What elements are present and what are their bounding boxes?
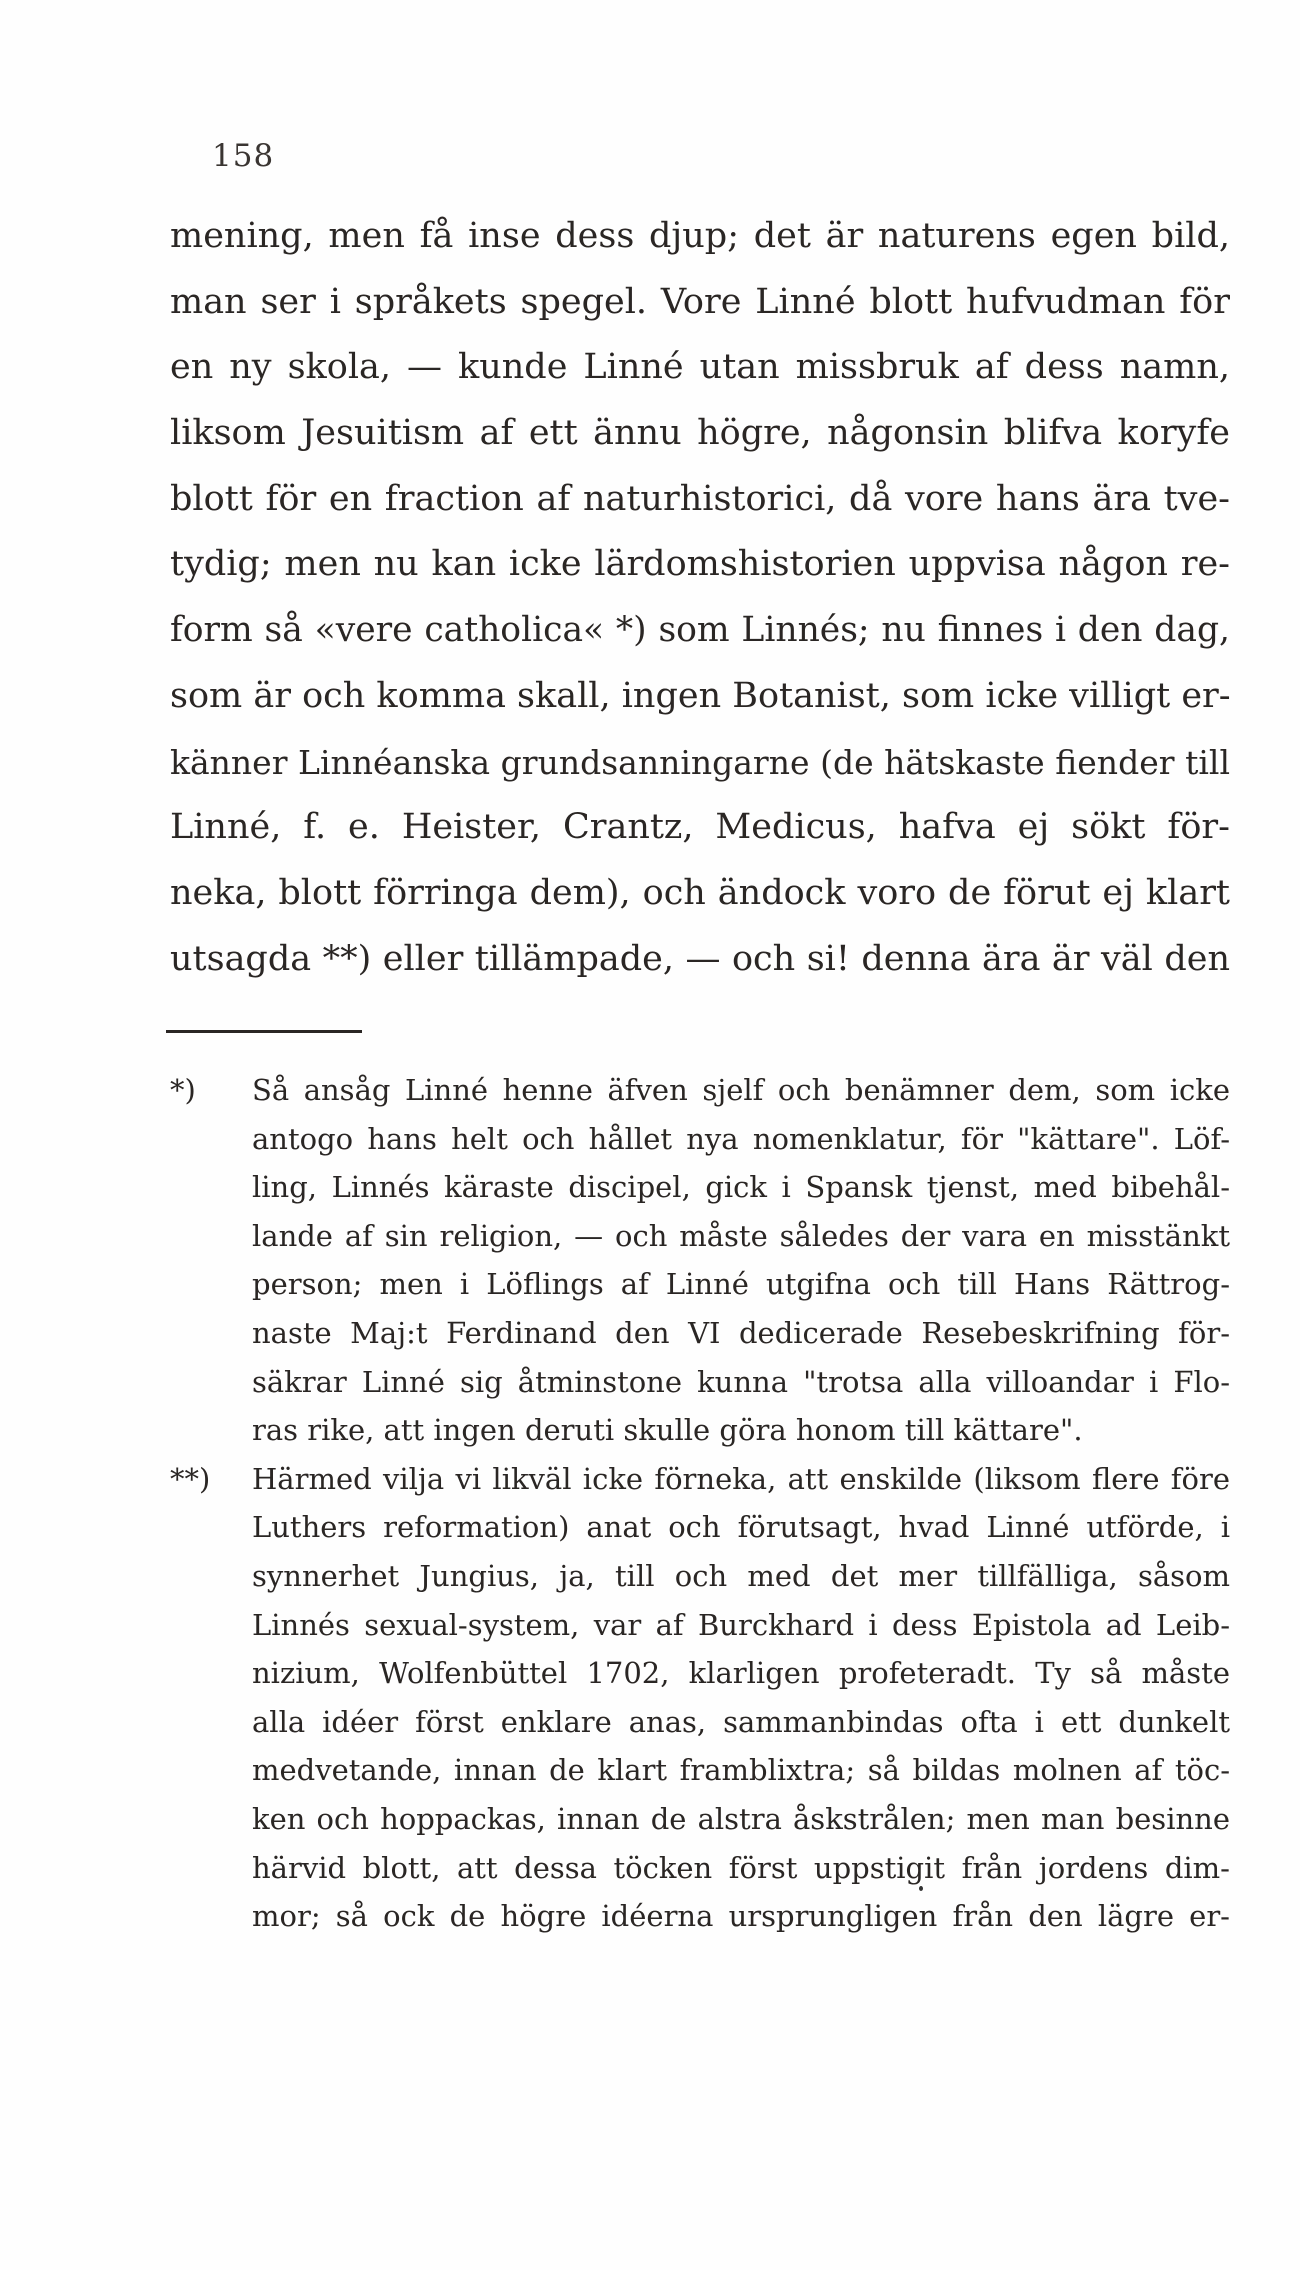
text-line: mening, men få inse dess djup; det är naturens egen bild,	[170, 216, 1230, 256]
footnote-line: ken och hoppackas, innan de alstra åskstrålen; men man besinne	[252, 1801, 1230, 1836]
footnote-line: säkrar Linné sig åtminstone kunna "trotsa alla villoandar i Flo-	[252, 1364, 1230, 1399]
text-line: tydig; men nu kan icke lärdomshistorien uppvisa någon re-	[170, 544, 1230, 585]
text-line: Linné, f. e. Heister, Crantz, Medicus, hafva ej sökt för-	[170, 807, 1230, 848]
text-line: liksom Jesuitism af ett ännu högre, någonsin blifva koryfe	[170, 413, 1230, 454]
footnote-line: härvid blott, att dessa töcken först uppstigit från jordens dim-	[252, 1850, 1230, 1885]
footnote-marker: **)	[170, 1461, 211, 1496]
footnote-text: Så ansåg Linné henne äfven sjelf och benämner dem, som icke	[252, 1073, 1230, 1107]
footnote-line: Linnés sexual-system, var af Burckhard i dess Epistola ad Leib-	[252, 1607, 1230, 1642]
footnote-line: naste Maj:t Ferdinand den VI dedicerade Resebeskrifning för-	[252, 1315, 1230, 1350]
footnote-line: nizium, Wolfenbüttel 1702, klarligen profeteradt. Ty så måste	[252, 1656, 1230, 1691]
footnote-2	[170, 1455, 1230, 1941]
footnote-line	[170, 1066, 1230, 1115]
text-line: neka, blott förringa dem), och ändock voro de förut ej klart	[170, 872, 1230, 913]
footnote-separator	[166, 1030, 362, 1033]
text-line: man ser i språkets spegel. Vore Linné blott hufvudman för	[170, 281, 1230, 322]
footnote-line: ling, Linnés käraste discipel, gick i Spansk tjenst, med bibehål-	[252, 1170, 1230, 1205]
text-line: utsagda **) eller tillämpade, — och si! denna ära är väl den	[170, 938, 1230, 979]
footnote-line: Luthers reformation) anat och förutsagt, hvad Linné utförde, i	[252, 1510, 1230, 1545]
footnote-line: mor; så ock de högre idéerna ursprungligen från den lägre er-	[252, 1899, 1230, 1934]
footnote-line: alla idéer först enklare anas, sammanbindas ofta i ett dunkelt	[252, 1704, 1230, 1739]
footnote-line: medvetande, innan de klart framblixtra; så bildas molnen af töc-	[252, 1753, 1230, 1788]
footnote-marker: *)	[170, 1073, 196, 1107]
ink-speck	[919, 1886, 923, 1891]
footnotes	[170, 1066, 1230, 1941]
footnote-line: ras rike, att ingen deruti skulle göra honom till kättare".	[252, 1413, 1083, 1448]
text-line: form så «vere catholica« *) som Linnés; nu finnes i den dag,	[170, 610, 1230, 651]
footnote-line: person; men i Löflings af Linné utgifna och till Hans Rättrog-	[252, 1267, 1230, 1302]
text-line: som är och komma skall, ingen Botanist, som icke villigt er-	[170, 675, 1231, 716]
footnote-line: lande af sin religion, — och måste således der vara en misstänkt	[252, 1218, 1230, 1253]
footnote-1	[170, 1066, 1230, 1455]
main-text-block	[170, 204, 1230, 992]
footnote-line: antogo hans helt och hållet nya nomenklatur, för "kättare". Löf-	[252, 1121, 1230, 1156]
footnote-text: Härmed vilja vi likväl icke förneka, att enskilde (liksom flere före	[252, 1461, 1230, 1496]
text-line: blott för en fraction af naturhistorici, då vore hans ära tve-	[170, 478, 1230, 519]
text-line: känner Linnéanska grundsanningarne (de hätskaste fiender till	[170, 742, 1230, 782]
footnote-line: synnerhet Jungius, ja, till och med det mer tillfälliga, såsom	[252, 1558, 1230, 1593]
text-line: en ny skola, — kunde Linné utan missbruk af dess namn,	[170, 347, 1230, 388]
page-number: 158	[212, 138, 275, 174]
footnote-line	[170, 1455, 1230, 1504]
